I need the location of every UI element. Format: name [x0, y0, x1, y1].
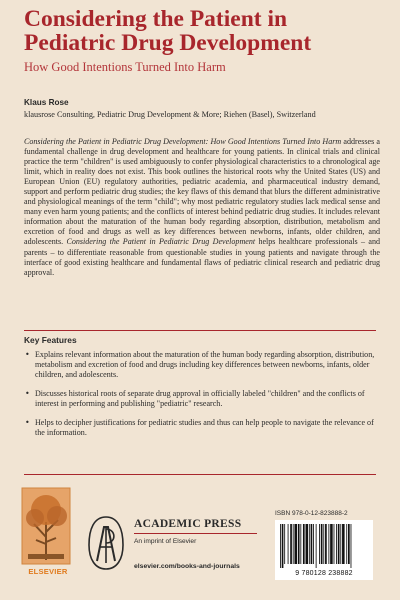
barcode	[275, 520, 373, 580]
barcode-bar	[311, 524, 313, 564]
barcode-bar	[284, 524, 285, 564]
barcode-bar	[336, 524, 337, 564]
barcode-bar	[293, 524, 294, 564]
barcode-bar	[282, 524, 284, 568]
author-name: Klaus Rose	[24, 98, 69, 107]
barcode-bar	[306, 524, 309, 564]
publisher-name: ACADEMIC PRESS	[134, 518, 242, 530]
publisher-url: elsevier.com/books-and-journals	[134, 563, 240, 570]
barcode-bar	[340, 524, 341, 564]
barcode-bar	[346, 524, 347, 564]
book-description	[24, 137, 380, 278]
key-feature-item	[24, 389, 376, 409]
elsevier-wordmark: ELSEVIER	[28, 567, 68, 576]
book-title: Considering the Patient in Pediatric Drug Development	[24, 6, 312, 56]
bullet-icon: •	[25, 418, 30, 427]
barcode-bar	[321, 524, 323, 564]
description-text-1: addresses a fundamental challenge in drug development and healthcare for young patients. In clinical trials and clinical practice the term "children" is used ambiguously to confer physiological characteristics to a chronological age limit, which in reality does not exist. This book outlines the historical roots why the United States (US) and European Union (EU) regulatory authorities, pediatric academia, and pharmaceutical industry demand, support and perform pediatric drug studies; the key flaws of this demand that blurs the different administrative and physiological meanings of the term "child"; why most pediatric regulatory studies lack medical sense and many even harm young patients; and the conflicts of interest behind pediatric drug studies. It includes relevant information about the maturation of the human body regarding absorption, distribution, metabolism and excretion of food and drugs as well as key differences between newborns, infants, older children, and adolescents.	[24, 137, 380, 247]
description-text-2: helps healthcare professionals – and parents – to differentiate reasonable from questionable studies in young patients and navigate through the interface of good existing healthcare and fundamental flaws of pediatric clinical research and pediatric drug approval.	[24, 237, 380, 277]
barcode-bar	[342, 524, 345, 564]
book-subtitle: How Good Intentions Turned Into Harm	[24, 60, 226, 74]
barcode-bar	[300, 524, 301, 564]
barcode-bar	[316, 524, 317, 568]
barcode-bar	[303, 524, 305, 564]
publisher-divider	[134, 533, 257, 534]
description-title-italic: Considering the Patient in Pediatric Drug Development: How Good Intentions Turned Into Harm	[24, 137, 342, 146]
key-features-list	[24, 350, 376, 447]
barcode-bar	[288, 524, 289, 564]
barcode-digits: 9 780128 238882	[295, 570, 353, 577]
barcode-bar	[319, 524, 320, 564]
barcode-bar	[325, 524, 327, 564]
barcode-bar	[328, 524, 329, 564]
barcode-bar	[338, 524, 340, 564]
key-feature-text: Explains relevant information about the maturation of the human body regarding absorption, distribution, metabolism and excretion of food and drugs including key differences between newborns, infants, older children, and adolescents.	[35, 350, 375, 379]
barcode-bars	[275, 520, 373, 570]
barcode-bar	[280, 524, 281, 568]
bullet-icon: •	[25, 350, 30, 359]
key-feature-text: Helps to decipher justifications for pediatric studies and thus can help people to navigate the relevance of the information.	[35, 418, 374, 437]
barcode-bar	[348, 524, 350, 564]
barcode-bar	[351, 524, 352, 568]
divider-bottom	[24, 474, 376, 475]
bullet-icon: •	[25, 389, 30, 398]
barcode-bar	[330, 524, 333, 564]
divider-top	[24, 330, 376, 331]
barcode-bar	[298, 524, 300, 564]
key-feature-item	[24, 350, 376, 380]
barcode-bar	[294, 524, 297, 564]
description-title-italic-2: Considering the Patient in Pediatric Drug Development	[66, 237, 256, 247]
barcode-bar	[290, 524, 292, 564]
publisher-imprint: An imprint of Elsevier	[134, 538, 197, 545]
key-features-heading: Key Features	[24, 335, 77, 345]
key-feature-item	[24, 418, 376, 438]
isbn-label: ISBN 978-0-12-823888-2	[275, 510, 348, 517]
author-affiliation: klausrose Consulting, Pediatric Drug Development & More; Riehen (Basel), Switzerland	[24, 110, 316, 119]
barcode-bar	[334, 524, 335, 564]
academic-press-logo-icon	[86, 515, 126, 571]
key-feature-text: Discusses historical roots of separate drug approval in officially labeled "children" and the conflicts of interest in performing and publishing "pediatric" research.	[35, 389, 365, 408]
barcode-bar	[323, 524, 324, 564]
barcode-bar	[309, 524, 310, 564]
barcode-bar	[313, 524, 314, 564]
